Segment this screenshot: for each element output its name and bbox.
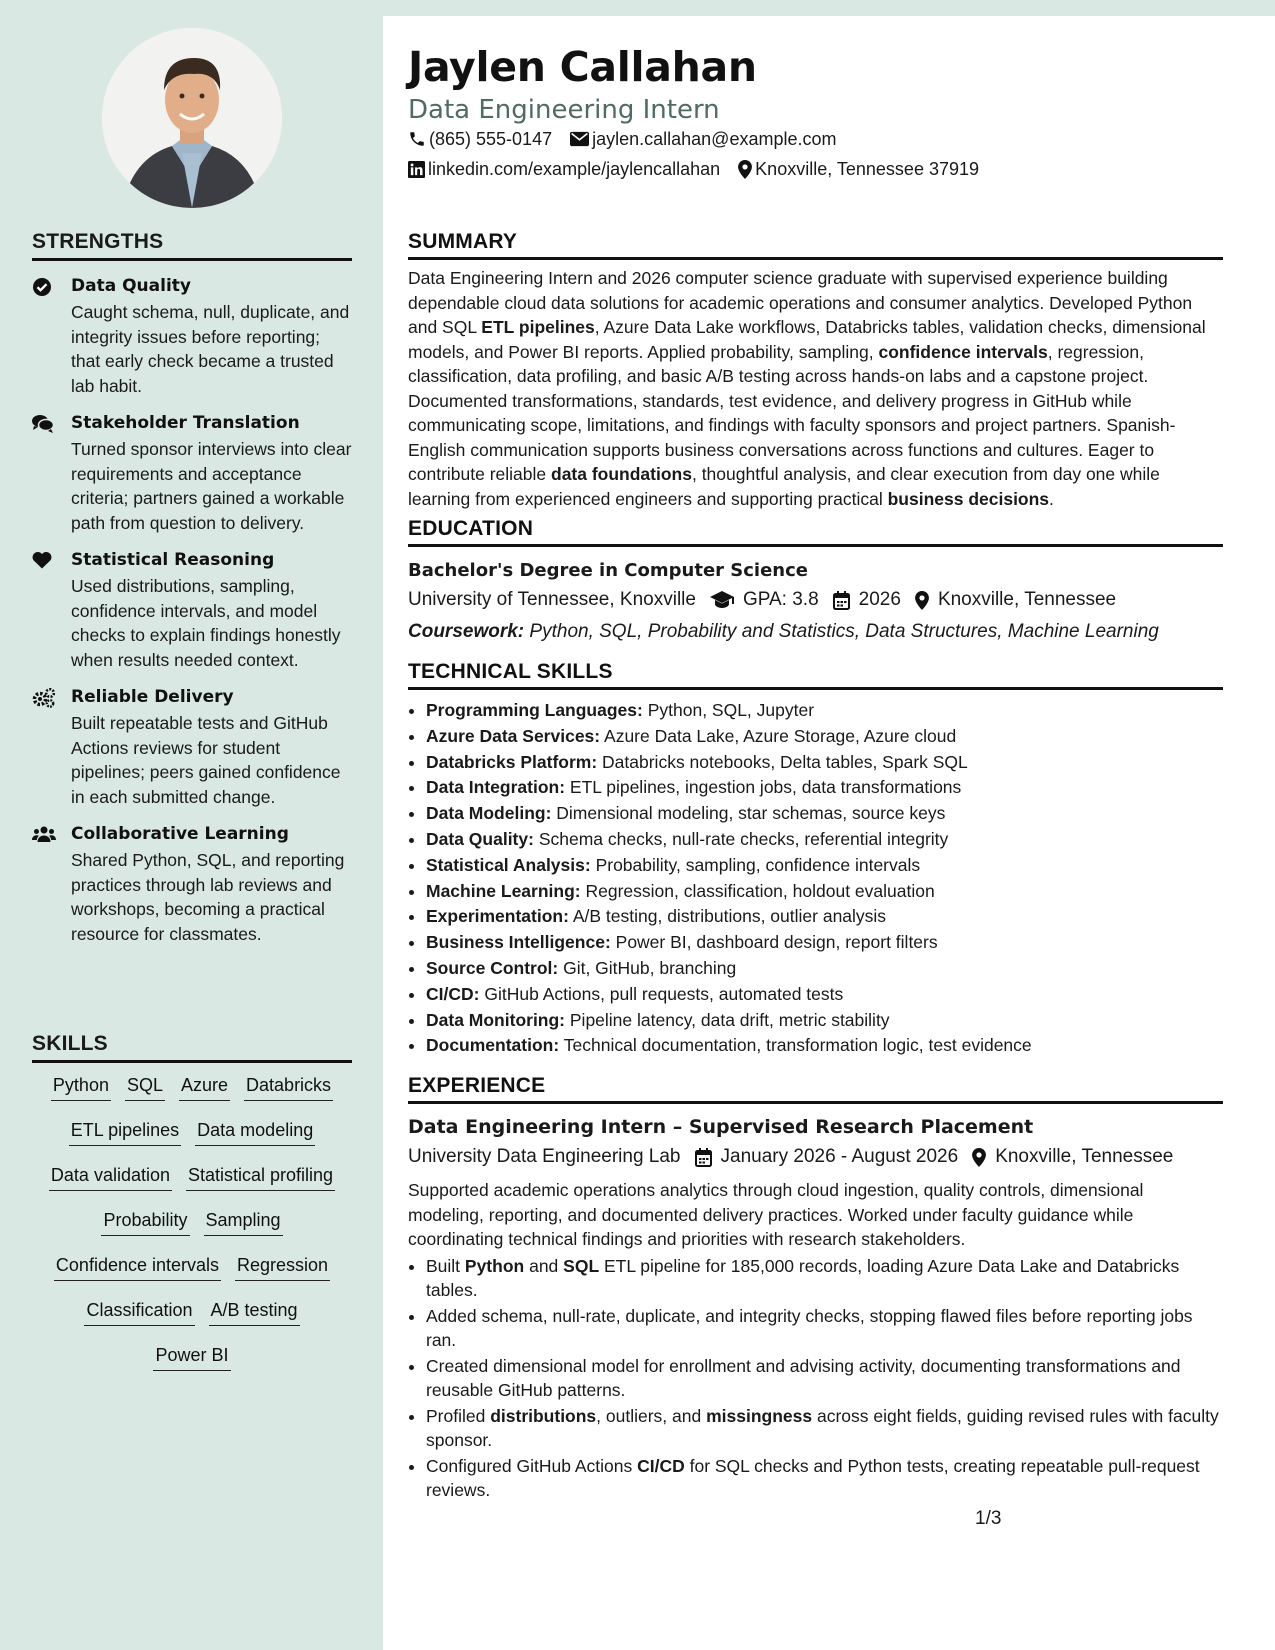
map-pin-icon bbox=[738, 160, 752, 179]
skill-category: Statistical Analysis: bbox=[426, 854, 591, 875]
text-run: Data Engineering Intern and 2026 computer science graduate with supervised experience building dependable cloud data solutions for academic operations and consumer analytics. Developed Python and SQL bbox=[408, 268, 1193, 337]
emphasis-text: confidence intervals bbox=[878, 341, 1048, 362]
technical-skill-item bbox=[426, 698, 1223, 724]
skill-category: CI/CD: bbox=[426, 983, 480, 1004]
emphasis-text: CI/CD bbox=[637, 1455, 685, 1476]
strengths-section bbox=[32, 230, 352, 946]
degree-title: Bachelor's Degree in Computer Science bbox=[408, 560, 808, 581]
linkedin-icon bbox=[408, 161, 425, 178]
email-contact[interactable] bbox=[570, 127, 836, 151]
skills-heading: SKILLS bbox=[32, 1032, 352, 1063]
skill-values: Dimensional modeling, star schemas, source keys bbox=[551, 803, 946, 824]
check-circle-icon bbox=[32, 277, 54, 297]
location-text: Knoxville, Tennessee 37919 bbox=[755, 159, 980, 179]
strength-desc: Used distributions, sampling, confidence intervals, and model checks to explain findings honestly when results needed context. bbox=[71, 576, 341, 670]
text-run: , regression, classification, data profiling, and basic A/B testing across hands-on labs and a capstone project. Documented transformations, standards, test evidence, and delivery progress in GitHub while communicating scope, limitations, and findings with faculty sponsors and project partners. Spanish-English communication supports business conversations across functions and cultures. Eager to contribute reliable bbox=[408, 341, 1176, 484]
strength-title: Stakeholder Translation bbox=[71, 413, 300, 433]
page-number: 1/3 bbox=[975, 1508, 1002, 1529]
job-dates bbox=[695, 1144, 959, 1170]
gpa-text: GPA: 3.8 bbox=[742, 589, 819, 610]
skill-row bbox=[32, 1253, 352, 1282]
strength-desc: Shared Python, SQL, and reporting practices through lab reviews and workshops, becoming a practical resource for classmates. bbox=[71, 850, 345, 944]
calendar-icon bbox=[695, 1148, 712, 1167]
skill-chip: Azure bbox=[179, 1073, 230, 1101]
technical-skill-item bbox=[426, 956, 1223, 982]
year-text: 2026 bbox=[858, 589, 901, 610]
strength-desc: Caught schema, null, duplicate, and integrity issues before reporting; that early check became a trusted lab habit. bbox=[71, 302, 350, 396]
skill-values: Power BI, dashboard design, report filters bbox=[610, 932, 938, 953]
graduation-cap-icon bbox=[710, 591, 734, 609]
technical-skills-section bbox=[408, 660, 1223, 1059]
strengths-heading: STRENGTHS bbox=[32, 230, 352, 261]
skill-chip: ETL pipelines bbox=[69, 1118, 181, 1146]
skill-chip: Data validation bbox=[49, 1163, 172, 1191]
emphasis-text: ETL pipelines bbox=[481, 317, 595, 337]
summary-text bbox=[408, 266, 1223, 511]
technical-skill-item bbox=[426, 801, 1223, 827]
emphasis-text: Python bbox=[464, 1255, 525, 1276]
skill-chip: Confidence intervals bbox=[54, 1253, 221, 1281]
skill-category: Data Integration: bbox=[426, 777, 566, 798]
skills-section bbox=[32, 1032, 352, 1372]
text-run: Added schema, null-rate, duplicate, and integrity checks, stopping flawed files before reporting jobs ran. bbox=[426, 1305, 1193, 1350]
coursework-label: Coursework: bbox=[408, 621, 525, 642]
skill-row bbox=[32, 1073, 352, 1102]
skill-row bbox=[32, 1208, 352, 1237]
skill-category: Source Control: bbox=[426, 957, 559, 978]
linkedin-text: linkedin.com/example/jaylencallahan bbox=[428, 159, 721, 179]
skill-row bbox=[32, 1163, 352, 1192]
technical-skill-item bbox=[426, 750, 1223, 776]
main-content bbox=[383, 16, 1275, 1650]
strength-item bbox=[32, 549, 352, 672]
education-section bbox=[408, 517, 1223, 645]
skill-values: Azure Data Lake, Azure Storage, Azure cloud bbox=[600, 725, 957, 746]
skill-values: Pipeline latency, data drift, metric stability bbox=[565, 1009, 890, 1030]
strength-item bbox=[32, 823, 352, 946]
linkedin-contact[interactable] bbox=[408, 157, 720, 181]
emphasis-text: data foundations bbox=[551, 464, 692, 484]
text-run: Configured GitHub Actions bbox=[426, 1455, 638, 1476]
technical-skill-item bbox=[426, 930, 1223, 956]
skill-chip: Python bbox=[51, 1073, 111, 1101]
skill-values: Python, SQL, Jupyter bbox=[642, 700, 815, 720]
skill-chip: Data modeling bbox=[195, 1118, 315, 1146]
summary-heading: SUMMARY bbox=[408, 230, 1223, 260]
technical-skills-heading: TECHNICAL SKILLS bbox=[408, 660, 1223, 690]
skill-values: A/B testing, distributions, outlier analysis bbox=[568, 906, 887, 927]
sidebar bbox=[0, 0, 383, 1650]
skill-chip: Probability bbox=[101, 1208, 189, 1236]
job-location bbox=[972, 1144, 1173, 1170]
heart-icon bbox=[32, 551, 54, 571]
map-pin-icon bbox=[972, 1148, 986, 1167]
candidate-title: Data Engineering Intern bbox=[408, 95, 720, 125]
technical-skill-item bbox=[426, 904, 1223, 930]
technical-skill-item bbox=[426, 853, 1223, 879]
contact-row-1 bbox=[408, 127, 855, 151]
users-icon bbox=[32, 825, 54, 845]
skill-category: Business Intelligence: bbox=[426, 932, 611, 953]
year-item bbox=[833, 587, 901, 613]
location-contact bbox=[738, 157, 979, 181]
skill-values: Regression, classification, holdout evaluation bbox=[580, 880, 935, 901]
phone-icon bbox=[408, 130, 426, 148]
skill-chip: Statistical profiling bbox=[186, 1163, 335, 1191]
contact-row-2 bbox=[408, 157, 997, 181]
org-text: University Data Engineering Lab bbox=[408, 1146, 681, 1167]
skill-values: Databricks notebooks, Delta tables, Spark SQL bbox=[597, 751, 968, 772]
skill-chip: Sampling bbox=[204, 1208, 283, 1236]
phone-text: (865) 555-0147 bbox=[429, 129, 553, 149]
map-pin-icon bbox=[915, 591, 929, 610]
envelope-icon bbox=[570, 131, 589, 147]
emphasis-text: business decisions bbox=[887, 488, 1050, 509]
school-location bbox=[915, 587, 1116, 613]
skill-category: Databricks Platform: bbox=[426, 751, 598, 772]
comments-icon bbox=[32, 414, 54, 434]
text-run: , thoughtful analysis, and clear execution from day one while learning from experienced engineers and supporting practical bbox=[408, 464, 1160, 509]
skill-category: Data Modeling: bbox=[426, 803, 552, 824]
skill-category: Documentation: bbox=[426, 1035, 560, 1056]
text-run: Created dimensional model for enrollment and advising activity, documenting transformations and reusable GitHub patterns. bbox=[426, 1355, 1181, 1400]
skill-category: Azure Data Services: bbox=[426, 725, 601, 746]
skill-category: Experimentation: bbox=[426, 906, 569, 927]
text-run: , outliers, and bbox=[596, 1405, 707, 1426]
strength-title: Collaborative Learning bbox=[71, 824, 289, 844]
experience-bullet bbox=[426, 1404, 1223, 1453]
skill-category: Programming Languages: bbox=[426, 700, 643, 720]
skill-chip: SQL bbox=[125, 1073, 165, 1101]
technical-skill-item bbox=[426, 775, 1223, 801]
technical-skill-item bbox=[426, 827, 1223, 853]
text-run: , Azure Data Lake workflows, Databricks tables, validation checks, dimensional models, and Power BI reports. Applied probability, sampling, bbox=[408, 317, 1206, 362]
strength-title: Statistical Reasoning bbox=[71, 550, 275, 570]
text-run: across eight fields, guiding revised rules with faculty sponsor. bbox=[426, 1405, 1219, 1450]
emphasis-text: distributions bbox=[490, 1405, 597, 1426]
skill-category: Data Monitoring: bbox=[426, 1009, 566, 1030]
gears-icon bbox=[32, 688, 54, 708]
skill-values: Probability, sampling, confidence intervals bbox=[590, 854, 921, 875]
strength-title: Data Quality bbox=[71, 276, 191, 296]
education-heading: EDUCATION bbox=[408, 517, 1223, 547]
technical-skills-list bbox=[408, 698, 1223, 1059]
skill-values: Git, GitHub, branching bbox=[558, 957, 737, 978]
strength-title: Reliable Delivery bbox=[71, 687, 234, 707]
school-location-text: Knoxville, Tennessee bbox=[937, 589, 1117, 610]
technical-skill-item bbox=[426, 724, 1223, 750]
text-run: Built bbox=[426, 1255, 465, 1276]
experience-heading: EXPERIENCE bbox=[408, 1074, 1223, 1104]
phone-contact[interactable] bbox=[408, 127, 552, 151]
text-run: ETL pipeline for 185,000 records, loading Azure Data Lake and Databricks tables. bbox=[426, 1255, 1180, 1300]
skill-values: Technical documentation, transformation logic, test evidence bbox=[559, 1035, 1032, 1056]
skill-row bbox=[32, 1118, 352, 1147]
text-run: for SQL checks and Python tests, creating repeatable pull-request reviews. bbox=[426, 1455, 1200, 1500]
education-meta bbox=[408, 587, 1223, 613]
experience-bullet bbox=[426, 1454, 1223, 1503]
technical-skill-item bbox=[426, 1008, 1223, 1034]
strength-desc: Built repeatable tests and GitHub Actions reviews for student pipelines; peers gained confidence in each submitted change. bbox=[71, 713, 341, 807]
job-title: Data Engineering Intern – Supervised Research Placement bbox=[408, 1116, 1034, 1138]
experience-section bbox=[408, 1074, 1223, 1504]
job-meta bbox=[408, 1144, 1223, 1170]
calendar-icon bbox=[833, 591, 850, 610]
technical-skill-item bbox=[426, 982, 1223, 1008]
skill-chip: Databricks bbox=[244, 1073, 333, 1101]
email-text: jaylen.callahan@example.com bbox=[592, 129, 837, 149]
skill-row bbox=[32, 1343, 352, 1372]
gpa-item bbox=[710, 587, 819, 613]
job-location-text: Knoxville, Tennessee bbox=[995, 1146, 1174, 1167]
coursework-list: Python, SQL, Probability and Statistics, Data Structures, Machine Learning bbox=[524, 621, 1159, 642]
emphasis-text: SQL bbox=[563, 1255, 600, 1276]
skill-row bbox=[32, 1298, 352, 1327]
experience-bullets bbox=[408, 1254, 1223, 1503]
dates-text: January 2026 - August 2026 bbox=[720, 1146, 959, 1167]
strength-item bbox=[32, 412, 352, 535]
summary-section bbox=[408, 230, 1223, 511]
profile-photo bbox=[102, 28, 282, 208]
school-text: University of Tennessee, Knoxville bbox=[408, 589, 696, 610]
technical-skill-item bbox=[426, 879, 1223, 905]
text-run: Profiled bbox=[426, 1405, 491, 1426]
skill-values: ETL pipelines, ingestion jobs, data transformations bbox=[565, 777, 962, 798]
experience-summary: Supported academic operations analytics through cloud ingestion, quality controls, dimensional modeling, reporting, and documented delivery practices. Worked under faculty guidance while coordinating technical findings and priorities with research stakeholders. bbox=[408, 1180, 1144, 1249]
skill-values: Schema checks, null-rate checks, referential integrity bbox=[533, 828, 949, 849]
skill-values: GitHub Actions, pull requests, automated tests bbox=[479, 983, 844, 1004]
technical-skill-item bbox=[426, 1033, 1223, 1059]
skill-category: Machine Learning: bbox=[426, 880, 581, 901]
emphasis-text: missingness bbox=[706, 1405, 813, 1426]
text-run: . bbox=[1049, 488, 1054, 509]
school-name bbox=[408, 587, 696, 613]
experience-bullet bbox=[426, 1304, 1223, 1353]
text-run: and bbox=[524, 1255, 564, 1276]
skills-chips bbox=[32, 1073, 352, 1372]
job-org bbox=[408, 1144, 681, 1170]
skill-chip: Classification bbox=[84, 1298, 194, 1326]
strength-item bbox=[32, 686, 352, 809]
skill-category: Data Quality: bbox=[426, 828, 534, 849]
strength-item bbox=[32, 275, 352, 398]
strengths-list bbox=[32, 275, 352, 946]
skill-chip: Power BI bbox=[153, 1343, 230, 1371]
strength-desc: Turned sponsor interviews into clear requirements and acceptance criteria; partners gained a workable path from question to delivery. bbox=[71, 439, 352, 533]
experience-bullet bbox=[426, 1254, 1223, 1303]
skill-chip: Regression bbox=[235, 1253, 330, 1281]
skill-chip: A/B testing bbox=[209, 1298, 300, 1326]
coursework bbox=[408, 619, 1223, 645]
experience-bullet bbox=[426, 1354, 1223, 1403]
candidate-name: Jaylen Callahan bbox=[408, 43, 757, 91]
